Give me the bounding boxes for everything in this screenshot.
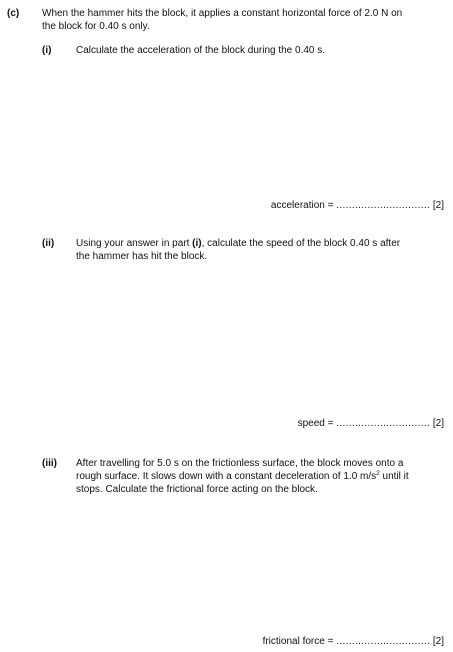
sub-ii-line-2: the hammer has hit the block. — [76, 251, 208, 262]
sub-i-label: (i) — [42, 45, 52, 56]
sub-ii-line-1-pre: Using your answer in part — [76, 238, 193, 249]
acceleration-answer-label: acceleration = — [270, 200, 334, 211]
sub-iii-line-2-post: until it — [379, 471, 409, 482]
sub-iii-line-3: stops. Calculate the frictional force acting on the block. — [76, 484, 318, 495]
sub-iii-line-2 — [76, 470, 448, 483]
frictional-force-answer-blank[interactable]: .............................. — [336, 636, 431, 647]
part-c-line-2: the block for 0.40 s only. — [42, 21, 150, 32]
sub-iii-line-2-pre: rough surface. It slows down with a constant deceleration of 1.0 m/s — [76, 471, 377, 482]
sub-ii-label: (ii) — [42, 238, 55, 249]
sub-iii-question — [76, 457, 448, 496]
sub-i-marks: [2] — [432, 200, 444, 211]
sub-ii-line-1 — [76, 237, 446, 250]
squared-superscript: 2 — [376, 470, 380, 477]
speed-answer-label: speed = — [297, 418, 334, 429]
speed-answer-blank[interactable]: .............................. — [336, 418, 431, 429]
sub-ii-question — [76, 237, 446, 263]
part-c-line-1: When the hammer hits the block, it applies a constant horizontal force of 2.0 N on — [42, 8, 403, 19]
frictional-force-answer-label: frictional force = — [262, 636, 334, 647]
sub-ii-part-reference: (i) — [192, 238, 202, 249]
sub-ii-marks: [2] — [432, 418, 444, 429]
sub-ii-line-1-post: , calculate the speed of the block 0.40 s after — [201, 238, 401, 249]
sub-iii-line-1: After travelling for 5.0 s on the frictionless surface, the block moves onto a — [76, 458, 404, 469]
part-c-stem — [42, 7, 447, 33]
sub-iii-marks: [2] — [432, 636, 444, 647]
sub-ii-answer-line — [298, 417, 444, 430]
sub-i-answer-line — [271, 199, 444, 212]
sub-i-question: Calculate the acceleration of the block during the 0.40 s. — [76, 45, 326, 56]
acceleration-answer-blank[interactable]: .............................. — [336, 200, 431, 211]
sub-iii-label: (iii) — [42, 458, 57, 469]
part-c-label: (c) — [7, 8, 20, 19]
sub-iii-answer-line — [263, 635, 444, 648]
